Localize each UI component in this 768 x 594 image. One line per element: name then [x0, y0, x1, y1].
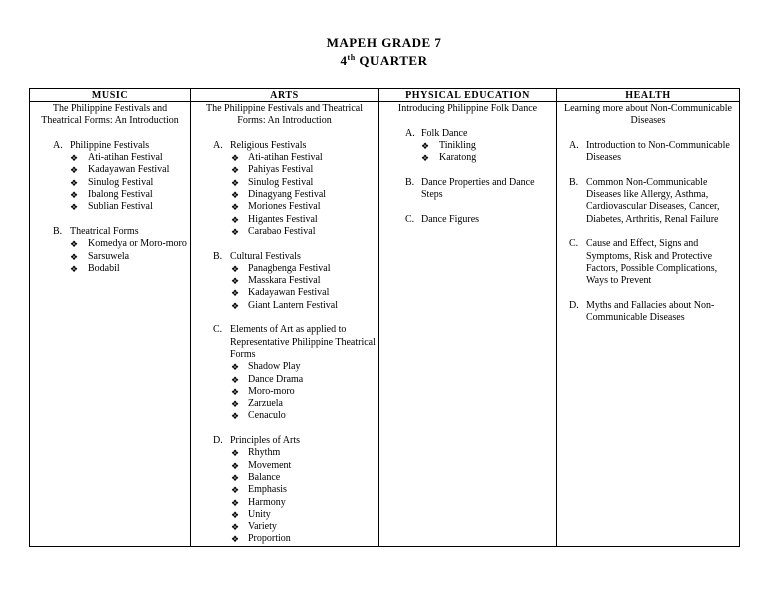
list-item [213, 447, 378, 459]
subject-title: Learning more about Non-Communicable Diseases [563, 103, 732, 127]
diamond-bullet-icon: ❖ [231, 374, 240, 385]
diamond-bullet-icon: ❖ [231, 276, 240, 287]
list-item [53, 263, 190, 275]
list-item-label: Sinulog Festival [248, 176, 314, 188]
diamond-bullet-icon: ❖ [231, 509, 240, 520]
section-title: Introduction to Non-Communicable Diseases [586, 139, 730, 164]
section-title: Folk Dance [421, 127, 468, 139]
list-item-label: Higantes Festival [248, 213, 318, 225]
list-item [213, 152, 378, 164]
subject-title: Introducing Philippine Folk Dance [397, 103, 538, 114]
topic-list [53, 152, 190, 213]
diamond-bullet-icon: ❖ [231, 177, 240, 188]
list-item-label: Proportion [248, 533, 291, 545]
diamond-bullet-icon: ❖ [231, 214, 240, 225]
list-item-label: Kadayawan Festival [248, 287, 330, 299]
section-title: Religious Festivals [230, 139, 307, 151]
list-item [213, 300, 378, 312]
list-item-label: Panagbenga Festival [248, 262, 331, 274]
list-item-label: Dance Drama [248, 373, 304, 385]
health-cell [557, 102, 740, 547]
list-item [213, 275, 378, 287]
list-item [53, 189, 190, 201]
content-row [30, 102, 740, 547]
diamond-bullet-icon: ❖ [70, 165, 79, 176]
section-letter: B. [213, 250, 223, 262]
list-item-label: Cenaculo [248, 410, 286, 422]
diamond-bullet-icon: ❖ [231, 153, 240, 164]
diamond-bullet-icon: ❖ [231, 300, 240, 311]
section-title: Cause and Effect, Signs and Symptoms, Risk and Protective Factors, Possible Complications, Ways to Prevent [586, 238, 718, 287]
diamond-bullet-icon: ❖ [231, 165, 240, 176]
list-item [405, 152, 556, 164]
list-item [213, 201, 378, 213]
topic-list [53, 238, 190, 275]
diamond-bullet-icon: ❖ [70, 251, 79, 262]
section-letter: A. [53, 139, 63, 151]
list-item-label: Dinagyang Festival [248, 189, 327, 201]
list-item [213, 509, 378, 521]
quarter-label: QUARTER [355, 53, 428, 68]
section-letter: C. [213, 324, 223, 336]
topic-section [405, 177, 556, 202]
quarter-number: 4 [340, 53, 348, 68]
header-row [30, 89, 740, 102]
list-item-label: Balance [248, 471, 281, 483]
list-item [213, 263, 378, 275]
topic-section [569, 177, 739, 226]
list-item-label: Masskara Festival [248, 275, 321, 287]
diamond-bullet-icon: ❖ [421, 140, 430, 151]
topic-section [569, 238, 739, 287]
list-item-label: Ati-atihan Festival [248, 152, 323, 164]
section-title: Elements of Art as applied to Representative Philippine Theatrical Forms [230, 324, 376, 360]
diamond-bullet-icon: ❖ [231, 190, 240, 201]
section-title: Cultural Festivals [230, 250, 301, 262]
diamond-bullet-icon: ❖ [70, 263, 79, 274]
topic-section [53, 226, 190, 275]
list-item-label: Unity [248, 508, 271, 520]
diamond-bullet-icon: ❖ [70, 177, 79, 188]
section-title: Principles of Arts [230, 435, 300, 447]
list-item-label: Moro-moro [248, 385, 295, 397]
list-item [213, 374, 378, 386]
diamond-bullet-icon: ❖ [70, 153, 79, 164]
list-item [213, 177, 378, 189]
column-header-pe: PHYSICAL EDUCATION [379, 89, 557, 102]
diamond-bullet-icon: ❖ [231, 497, 240, 508]
topic-section [569, 300, 739, 325]
list-item-label: Bodabil [88, 262, 120, 274]
topic-section [405, 128, 556, 165]
column-header-arts: ARTS [191, 89, 379, 102]
list-item [53, 152, 190, 164]
diamond-bullet-icon: ❖ [231, 288, 240, 299]
list-item-label: Harmony [248, 496, 286, 508]
list-item [213, 164, 378, 176]
diamond-bullet-icon: ❖ [231, 362, 240, 373]
list-item-label: Pahiyas Festival [248, 164, 314, 176]
diamond-bullet-icon: ❖ [231, 485, 240, 496]
list-item-label: Moriones Festival [248, 201, 321, 213]
list-item-label: Shadow Play [248, 361, 301, 373]
topic-section [213, 251, 378, 312]
topic-section [213, 324, 378, 422]
music-cell [30, 102, 191, 547]
list-item-label: Variety [248, 521, 277, 533]
topic-list [213, 152, 378, 238]
section-title: Myths and Fallacies about Non-Communicable Diseases [586, 299, 715, 324]
list-item [213, 189, 378, 201]
list-item-label: Ati-atihan Festival [88, 152, 163, 164]
diamond-bullet-icon: ❖ [231, 411, 240, 422]
list-item [53, 251, 190, 263]
list-item-label: Carabao Festival [248, 225, 316, 237]
topic-section [569, 140, 739, 165]
diamond-bullet-icon: ❖ [70, 239, 79, 250]
diamond-bullet-icon: ❖ [231, 226, 240, 237]
section-letter: A. [405, 127, 415, 139]
list-item-label: Sarsuwela [88, 250, 130, 262]
section-title: Theatrical Forms [70, 225, 139, 237]
document-title: MAPEH GRADE 7 [326, 35, 442, 50]
pe-cell [379, 102, 557, 547]
section-letter: B. [569, 176, 579, 188]
list-item-label: Giant Lantern Festival [248, 299, 338, 311]
section-letter: D. [569, 299, 579, 311]
list-item-label: Kadayawan Festival [88, 164, 170, 176]
list-item [213, 521, 378, 533]
section-letter: C. [569, 238, 579, 250]
quarter-suffix: th [347, 53, 356, 62]
list-item [213, 287, 378, 299]
column-header-music: MUSIC [30, 89, 191, 102]
section-letter: A. [213, 139, 223, 151]
section-letter: C. [405, 213, 415, 225]
list-item [213, 361, 378, 373]
diamond-bullet-icon: ❖ [231, 399, 240, 410]
list-item [53, 164, 190, 176]
document-subtitle [0, 53, 768, 69]
topic-list [213, 361, 378, 422]
section-letter: D. [213, 435, 223, 447]
list-item [53, 177, 190, 189]
list-item [405, 140, 556, 152]
diamond-bullet-icon: ❖ [231, 386, 240, 397]
list-item [213, 214, 378, 226]
topic-section [213, 140, 378, 238]
topic-list [213, 447, 378, 545]
list-item-label: Movement [248, 459, 292, 471]
diamond-bullet-icon: ❖ [70, 190, 79, 201]
section-letter: A. [569, 139, 579, 151]
diamond-bullet-icon: ❖ [231, 263, 240, 274]
list-item-label: Zarzuela [248, 398, 283, 410]
list-item-label: Tinikling [439, 139, 476, 151]
diamond-bullet-icon: ❖ [231, 460, 240, 471]
section-letter: B. [405, 176, 415, 188]
list-item [53, 201, 190, 213]
topic-list [405, 140, 556, 165]
list-item-label: Ibalong Festival [88, 189, 153, 201]
topic-list [213, 263, 378, 312]
diamond-bullet-icon: ❖ [231, 202, 240, 213]
list-item-label: Karatong [439, 152, 477, 164]
diamond-bullet-icon: ❖ [70, 202, 79, 213]
topic-section [53, 140, 190, 214]
column-header-health: HEALTH [557, 89, 740, 102]
list-item-label: Sublian Festival [88, 201, 153, 213]
list-item [213, 460, 378, 472]
list-item-label: Komedya or Moro-moro [88, 238, 187, 250]
list-item [213, 497, 378, 509]
topic-section [213, 435, 378, 546]
list-item-label: Rhythm [248, 447, 281, 459]
section-title: Dance Figures [421, 213, 480, 225]
list-item [213, 533, 378, 545]
list-item [53, 238, 190, 250]
section-title: Philippine Festivals [70, 139, 150, 151]
list-item [213, 398, 378, 410]
section-letter: B. [53, 225, 63, 237]
list-item-label: Emphasis [248, 484, 287, 496]
list-item [213, 472, 378, 484]
section-title: Dance Properties and Dance Steps [421, 176, 535, 201]
diamond-bullet-icon: ❖ [231, 534, 240, 545]
diamond-bullet-icon: ❖ [231, 522, 240, 533]
section-title: Common Non-Communicable Diseases like Allergy, Asthma, Cardiovascular Diseases, Cancer, Diabetes, Arthritis, Renal Failure [586, 176, 720, 225]
arts-cell [191, 102, 379, 547]
diamond-bullet-icon: ❖ [421, 153, 430, 164]
topic-section [405, 214, 556, 226]
subject-title: The Philippine Festivals and Theatrical Forms: An Introduction [205, 103, 363, 127]
diamond-bullet-icon: ❖ [231, 448, 240, 459]
list-item [213, 386, 378, 398]
list-item-label: Sinulog Festival [88, 176, 154, 188]
list-item [213, 484, 378, 496]
list-item [213, 226, 378, 238]
diamond-bullet-icon: ❖ [231, 472, 240, 483]
subject-title: The Philippine Festivals and Theatrical Forms: An Introduction [41, 103, 179, 127]
list-item [213, 410, 378, 422]
curriculum-table [29, 88, 740, 547]
